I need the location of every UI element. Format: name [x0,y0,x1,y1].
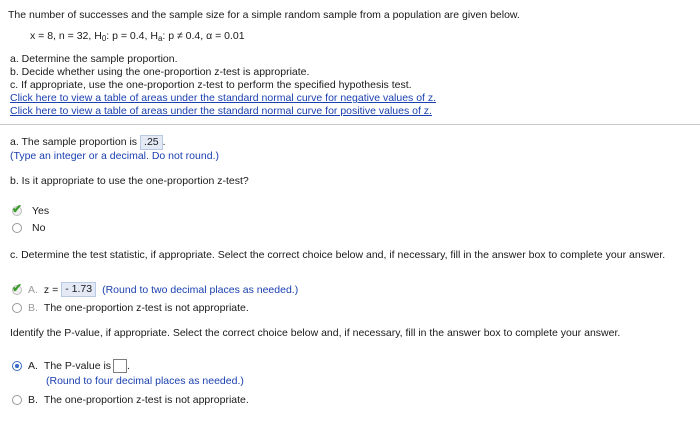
part-a-prefix: a. The sample proportion is [10,136,138,148]
yes-radio[interactable] [12,202,23,216]
positive-z-table-link[interactable]: Click here to view a table of areas under the standard normal curve for positive values of z. [10,105,432,117]
option-yes[interactable] [12,202,50,217]
option-a-radio[interactable] [12,280,23,295]
question-b: b. Decide whether using the one-proportion z-test is appropriate. [10,66,310,78]
p-option-a-text: The P-value is [43,360,112,372]
p-option-b-letter: B. [28,394,38,406]
part-b-question: b. Is it appropriate to use the one-proportion z-test? [10,175,249,187]
no-radio[interactable] [12,223,22,233]
option-no-label: No [32,222,46,234]
z-answer-box[interactable]: - 1.73 [61,282,96,297]
test-statistic-option-a[interactable] [12,282,298,297]
option-b-radio[interactable] [12,303,22,313]
sample-proportion-answer-box[interactable]: .25 [140,135,163,150]
z-hint: (Round to two decimal places as needed.) [102,283,299,296]
p-value-question: Identify the P-value, if appropriate. Select the correct choice below and, if necessary, fill in the answer box to complete your answer. [10,327,621,339]
check-icon: ✔ [12,202,23,216]
given-h0: $H_0$: p = 0.4, [94,30,148,43]
p-value-option-a[interactable]: A. The P-value is . [12,359,130,373]
p-option-a-radio[interactable] [12,361,22,371]
test-statistic-option-b[interactable] [12,302,249,314]
option-yes-label: Yes [32,205,50,217]
p-option-b-radio[interactable] [12,395,22,405]
problem-intro: The number of successes and the sample size for a simple random sample from a population are given below. [8,9,520,21]
p-value-option-b[interactable] [12,394,249,406]
question-a: a. Determine the sample proportion. [10,53,178,65]
p-option-b-text: The one-proportion z-test is not appropriate. [43,394,249,406]
given-x: x = 8, [30,30,56,42]
given-values [30,30,245,43]
option-no[interactable] [12,222,45,234]
part-c-question: c. Determine the test statistic, if appropriate. Select the correct choice below and, if necessary, fill in the answer box to complete your answer. [10,249,666,261]
section-divider [0,124,700,125]
question-c: c. If appropriate, use the one-proportion z-test to perform the specified hypothesis test. [10,79,412,91]
p-value-input[interactable] [113,359,127,373]
negative-z-table-link[interactable]: Click here to view a table of areas under the standard normal curve for negative values of z. [10,92,437,104]
option-a-letter: A. [28,283,38,296]
check-icon: ✔ [12,280,23,295]
z-prefix: z = [43,283,59,296]
given-n: n = 32, [58,30,92,42]
option-b-text: The one-proportion z-test is not appropriate. [43,302,249,314]
given-alpha: α = 0.01 [206,30,245,42]
part-a-hint: (Type an integer or a decimal. Do not round.) [10,150,219,162]
given-ha: $H_a$: p ≠ 0.4, [150,30,204,43]
p-value-hint: (Round to four decimal places as needed.) [46,375,244,387]
option-b-letter: B. [28,302,38,314]
p-option-a-letter: A. [28,360,38,372]
part-a-answer: a. The sample proportion is .25 . [10,136,166,148]
